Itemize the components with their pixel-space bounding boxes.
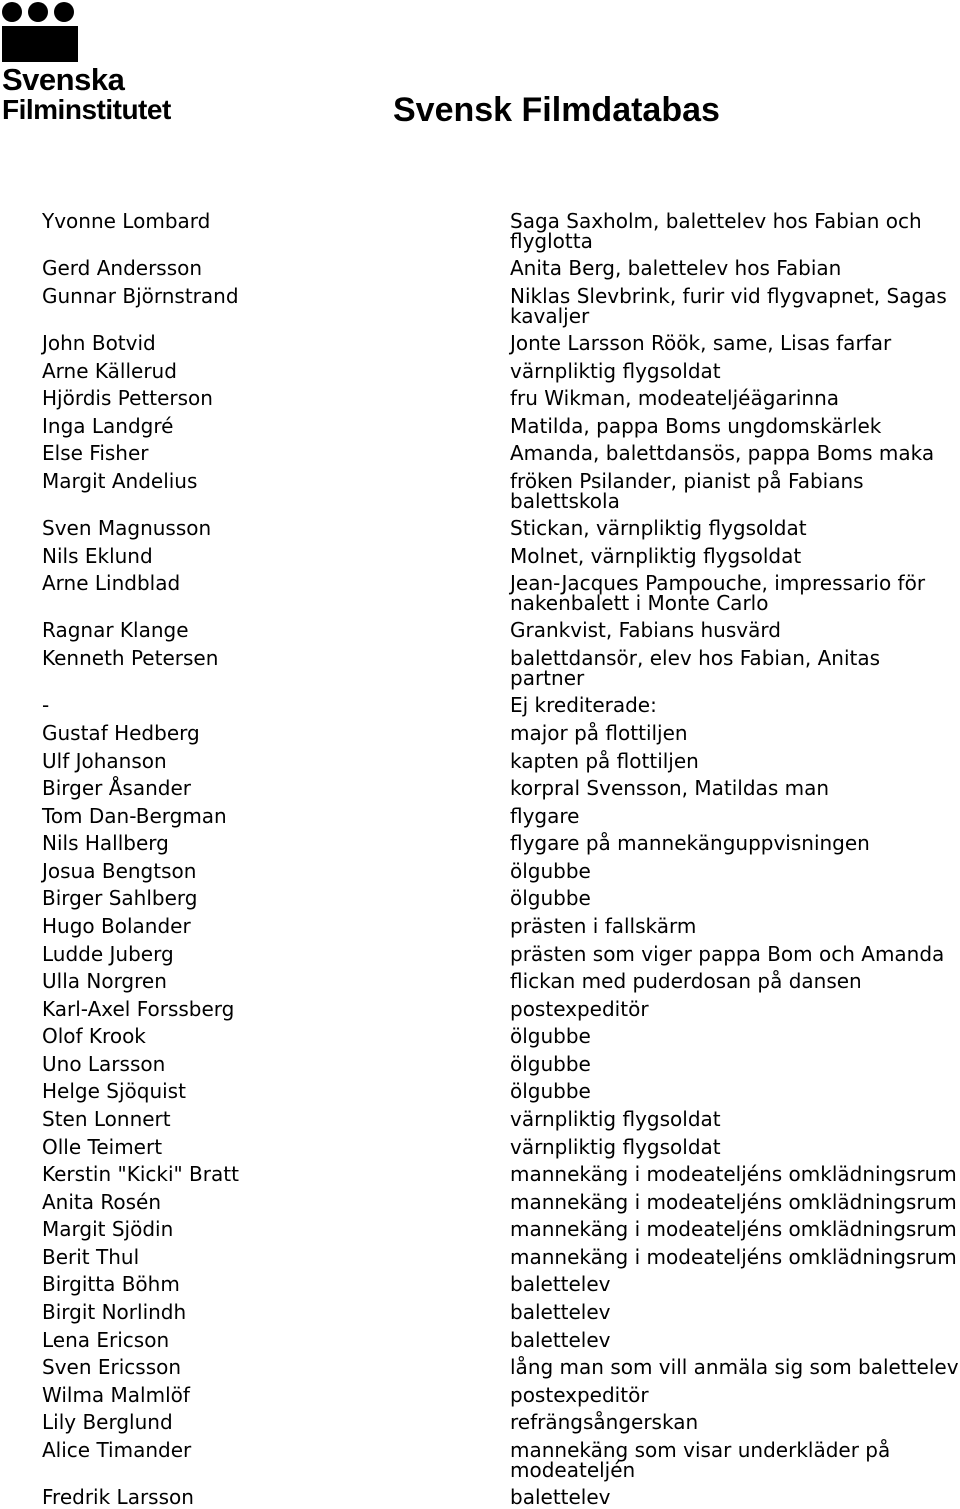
actor-name: Helge Sjöquist [42,1079,186,1103]
credit-row [42,806,960,826]
role-name: ölgubbe [510,1024,591,1048]
credit-row [42,518,960,538]
actor-name: Ulf Johanson [42,749,167,773]
credit-row [42,1219,960,1239]
actor-name: Ragnar Klange [42,618,189,642]
role-name: Ej krediterade: [510,693,657,717]
role-name: värnpliktig flygsoldat [510,1135,721,1159]
credit-row [42,971,960,991]
role-name: Amanda, balettdansös, pappa Boms maka [510,441,935,465]
actor-name: Uno Larsson [42,1052,166,1076]
actor-name: Birger Åsander [42,776,191,800]
credit-row [42,888,960,908]
role-name: mannekäng i modeateljéns omklädningsrum [510,1217,957,1241]
credit-row [42,1274,960,1294]
credit-row [42,620,960,640]
logo-dot [54,2,74,22]
svenska-filminstitutet-logo [2,2,202,128]
logo-dot [28,2,48,22]
actor-name: Karl-Axel Forssberg [42,997,235,1021]
actor-name: Olof Krook [42,1024,146,1048]
actor-name: Birgitta Böhm [42,1272,180,1296]
actor-name: Yvonne Lombard [42,209,211,233]
actor-name: Hjördis Petterson [42,386,213,410]
role-name: ölgubbe [510,1052,591,1076]
role-name: korpral Svensson, Matildas man [510,776,830,800]
actor-name: Nils Eklund [42,544,153,568]
actor-name: Sven Ericsson [42,1355,182,1379]
actor-name: Anita Rosén [42,1190,162,1214]
credit-row [42,999,960,1019]
role-name: mannekäng i modeateljéns omklädningsrum [510,1162,957,1186]
credit-row [42,573,960,613]
role-name: Matilda, pappa Boms ungdomskärlek [510,414,882,438]
credit-row [42,1081,960,1101]
logo-dot [2,2,22,22]
logo-line-1: Svenska [2,62,125,97]
actor-name: Margit Sjödin [42,1217,174,1241]
credit-row [42,1247,960,1267]
credit-row [42,361,960,381]
role-name: Molnet, värnpliktig flygsoldat [510,544,802,568]
role-name: refrängsångerskan [510,1410,699,1434]
role-name: flygare på mannekänguppvisningen [510,831,870,855]
logo-block [2,26,78,62]
credits-list [42,211,960,1507]
credit-row [42,1357,960,1377]
actor-name: Sven Magnusson [42,516,212,540]
credit-row [42,1026,960,1046]
actor-name: Arne Lindblad [42,571,181,595]
role-name: värnpliktig flygsoldat [510,359,721,383]
credit-row [42,1440,960,1480]
actor-name: Lena Ericson [42,1328,170,1352]
credit-row [42,1385,960,1405]
credit-row [42,1137,960,1157]
actor-name: Sten Lonnert [42,1107,171,1131]
actor-name: Arne Källerud [42,359,177,383]
credit-row [42,1164,960,1184]
actor-name: Kerstin "Kicki" Bratt [42,1162,239,1186]
actor-name: Gunnar Björnstrand [42,284,239,308]
role-name: mannekäng i modeateljéns omklädningsrum [510,1245,957,1269]
role-name: kapten på flottiljen [510,749,699,773]
credit-row [42,1302,960,1322]
actor-name: Gerd Andersson [42,256,203,280]
role-name: Grankvist, Fabians husvärd [510,618,781,642]
role-name: balettelev [510,1328,611,1352]
role-name: balettelev [510,1300,611,1324]
credit-row [42,388,960,408]
role-name: postexpeditör [510,997,649,1021]
credit-row [42,1330,960,1350]
actor-name: Josua Bengtson [42,859,197,883]
actor-name: Kenneth Petersen [42,646,219,670]
actor-name: - [42,693,50,717]
credit-row [42,333,960,353]
credit-row [42,778,960,798]
actor-name: Ludde Juberg [42,942,174,966]
logo-line-2: Filminstitutet [2,94,171,125]
actor-name: Nils Hallberg [42,831,169,855]
role-name: prästen som viger pappa Bom och Amanda [510,942,945,966]
credit-row [42,944,960,964]
role-name: ölgubbe [510,886,591,910]
credit-row [42,833,960,853]
credit-row [42,286,960,326]
role-name: Anita Berg, balettelev hos Fabian [510,256,842,280]
actor-name: Birgit Norlindh [42,1300,187,1324]
credit-row [42,546,960,566]
actor-name: Margit Andelius [42,469,198,493]
credit-row [42,258,960,278]
actor-name: Birger Sahlberg [42,886,198,910]
credit-row [42,695,960,715]
actor-name: Tom Dan-Bergman [42,804,227,828]
role-name: mannekäng som visar underkläder på modeateljén [510,1438,891,1482]
actor-name: Hugo Bolander [42,914,191,938]
role-name: flygare [510,804,580,828]
credit-row [42,443,960,463]
role-name: Niklas Slevbrink, furir vid flygvapnet, Sagas kavaljer [510,284,947,328]
role-name: lång man som vill anmäla sig som balettelev [510,1355,959,1379]
credit-row [42,723,960,743]
role-name: balettdansör, elev hos Fabian, Anitas partner [510,646,881,690]
actor-name: Wilma Malmlöf [42,1383,190,1407]
credit-row [42,1412,960,1432]
role-name: fröken Psilander, pianist på Fabians balettskola [510,469,864,513]
credit-row [42,1109,960,1129]
role-name: värnpliktig flygsoldat [510,1107,721,1131]
role-name: ölgubbe [510,1079,591,1103]
role-name: Saga Saxholm, balettelev hos Fabian och flyglotta [510,209,922,253]
credit-row [42,416,960,436]
role-name: postexpeditör [510,1383,649,1407]
role-name: balettelev [510,1272,611,1296]
credit-row [42,471,960,511]
actor-name: Berit Thul [42,1245,140,1269]
role-name: major på flottiljen [510,721,688,745]
credit-row [42,1192,960,1212]
credit-row [42,916,960,936]
credit-row [42,211,960,251]
actor-name: Inga Landgré [42,414,174,438]
role-name: flickan med puderdosan på dansen [510,969,862,993]
actor-name: Alice Timander [42,1438,192,1462]
role-name: Jean-Jacques Pampouche, impressario för nakenbalett i Monte Carlo [510,571,926,615]
actor-name: Ulla Norgren [42,969,167,993]
actor-name: John Botvid [42,331,156,355]
actor-name: Olle Teimert [42,1135,163,1159]
role-name: Jonte Larsson Röök, same, Lisas farfar [510,331,892,355]
credit-row [42,861,960,881]
role-name: prästen i fallskärm [510,914,697,938]
page-title: Svensk Filmdatabas [393,91,720,129]
actor-name: Else Fisher [42,441,149,465]
role-name: mannekäng i modeateljéns omklädningsrum [510,1190,957,1214]
role-name: balettelev [510,1485,611,1509]
actor-name: Fredrik Larsson [42,1485,194,1509]
actor-name: Gustaf Hedberg [42,721,200,745]
credit-row [42,1487,960,1507]
credit-row [42,648,960,688]
actor-name: Lily Berglund [42,1410,173,1434]
role-name: fru Wikman, modeateljéägarinna [510,386,840,410]
role-name: Stickan, värnpliktig flygsoldat [510,516,807,540]
credit-row [42,1054,960,1074]
credit-row [42,751,960,771]
role-name: ölgubbe [510,859,591,883]
